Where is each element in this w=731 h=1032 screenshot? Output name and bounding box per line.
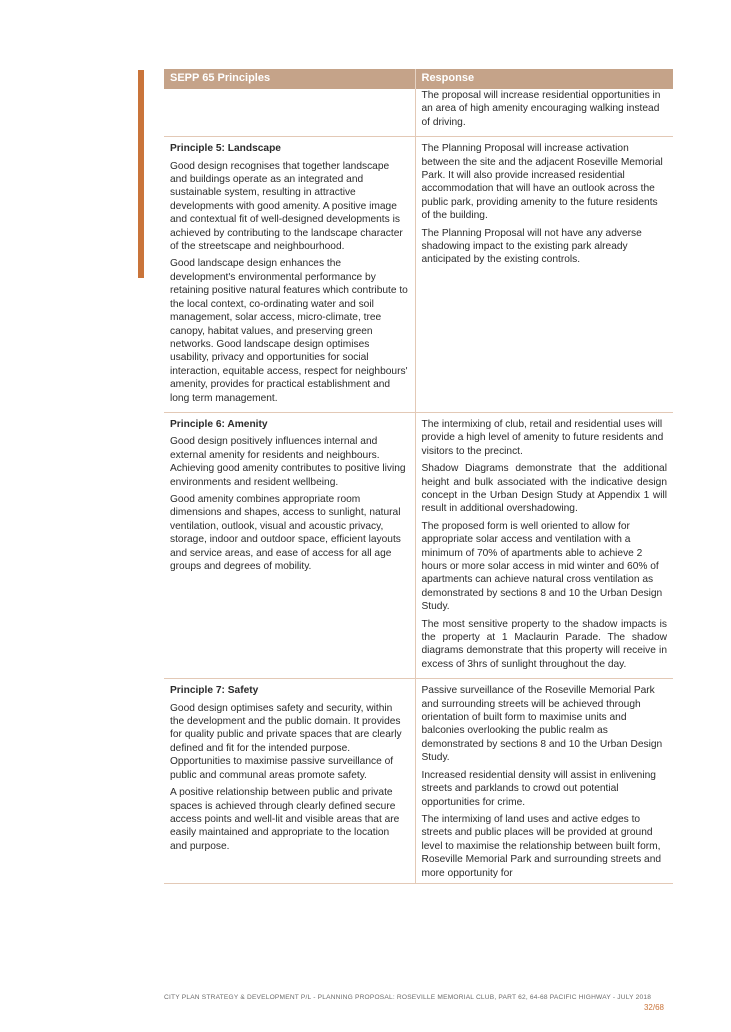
sepp-principles-table <box>164 69 673 884</box>
response-cell <box>415 89 673 137</box>
response-paragraph: The Planning Proposal will not have any adverse shadowing impact to the existing park already anticipated by the existing controls. <box>421 227 642 266</box>
table-header-row <box>164 69 673 89</box>
principle-cell <box>164 137 415 413</box>
response-paragraph: The proposed form is well oriented to allow for appropriate solar access and ventilation with a minimum of 70% of apartments able to achieve 2 hours or more solar access in mid winter and 60% of apartments can achieve natural cross ventilation as demonstrated by sections 8 and 10 the Urban Design Study. <box>421 520 663 613</box>
response-paragraph: The intermixing of club, retail and residential uses will provide a high level of amenity to future residents and visitors to the precinct. <box>421 418 664 457</box>
principle-paragraph: Good design optimises safety and security, within the development and the public domain. It provides for quality public and private spaces that are clearly defined and fit for the intended purpose. Opportunities to maximise passive surveillance of public and communal areas promote safety. <box>170 702 402 781</box>
principle-paragraph: Good landscape design enhances the development's environmental performance by retaining positive natural features which contribute to the local context, co-ordinating water and soil management, solar access, micro-climate, tree canopy, habitat values, and preserving green networks. Good landscape design optimises usability, privacy and opportunities for social interaction, equitable access, respect for neighbours' amenity, provides for practical establishment and long term management. <box>170 258 408 404</box>
principle-cell <box>164 412 415 678</box>
response-cell <box>415 412 673 678</box>
response-paragraph: Shadow Diagrams demonstrate that the additional height and bulk associated with the indicative design concept in the Urban Design Study at Appendix 1 will result in additional overshadowing. <box>421 463 667 515</box>
principle-title: Principle 6: Amenity <box>170 418 268 430</box>
header-response: Response <box>415 69 673 89</box>
principle-paragraph: A positive relationship between public and private spaces is achieved through clearly defined secure access points and well-lit and visible areas that are easily maintained and appropriate to the location and purpose. <box>170 787 400 852</box>
accent-side-bar <box>138 70 144 278</box>
response-cell <box>415 679 673 884</box>
footer-text: CITY PLAN STRATEGY & DEVELOPMENT P/L - PLANNING PROPOSAL: ROSEVILLE MEMORIAL CLUB, PART 62, 64-68 PACIFIC HIGHWAY - JULY 2018 <box>164 994 652 1001</box>
principle-title: Principle 7: Safety <box>170 685 259 697</box>
response-paragraph: Passive surveillance of the Roseville Memorial Park and surrounding streets will be achieved through orientation of built form to maximise units and balconies overlooking the public realm as demonstrated by sections 8 and 10 the Urban Design Study. <box>421 685 663 764</box>
table-row-safety <box>164 679 673 884</box>
response-paragraph: The most sensitive property to the shadow impacts is the property at 1 Maclaurin Parade. The shadow diagrams demonstrate that this property will receive in excess of 3hrs of sunlight throughout the day. <box>421 618 667 670</box>
principle-paragraph: Good design positively influences internal and external amenity for residents and neighbours. Achieving good amenity contributes to positive living environments and resident wellbeing. <box>170 436 406 488</box>
page-number: 32/68 <box>643 1003 664 1012</box>
table-row-amenity <box>164 412 673 678</box>
response-paragraph: The intermixing of land uses and active edges to streets and public places will be provided at ground level to maximise the relationship between built form, Roseville Memorial Park and surrounding streets and more opportunity for <box>421 813 662 879</box>
table-row-continued <box>164 89 673 137</box>
principle-title: Principle 5: Landscape <box>170 143 281 155</box>
response-paragraph: The proposal will increase residential opportunities in an area of high amenity encouraging walking instead of driving. <box>421 90 661 128</box>
header-principles: SEPP 65 Principles <box>164 69 415 89</box>
table-row-landscape <box>164 137 673 413</box>
response-cell <box>415 137 673 413</box>
principle-paragraph: Good design recognises that together landscape and buildings operate as an integrated and sustainable system, resulting in attractive developments with good amenity. A positive image and contextual fit of well-designed developments is achieved by contributing to the landscape character of the streetscape and neighbourhood. <box>170 160 403 253</box>
principle-cell-empty <box>164 89 415 137</box>
response-paragraph: Increased residential density will assist in enlivening streets and parklands to crowd out potential opportunities for crime. <box>421 769 656 808</box>
principle-paragraph: Good amenity combines appropriate room dimensions and shapes, access to sunlight, natural ventilation, outlook, visual and acoustic privacy, storage, indoor and outdoor space, efficient layouts and service areas, and ease of access for all age groups and degrees of mobility. <box>170 493 401 572</box>
response-paragraph: The Planning Proposal will increase activation between the site and the adjacent Roseville Memorial Park. It will also provide increased residential accommodation that will have an outlook across the public park, providing amenity to the future residents of the building. <box>421 143 663 222</box>
principle-cell <box>164 679 415 884</box>
